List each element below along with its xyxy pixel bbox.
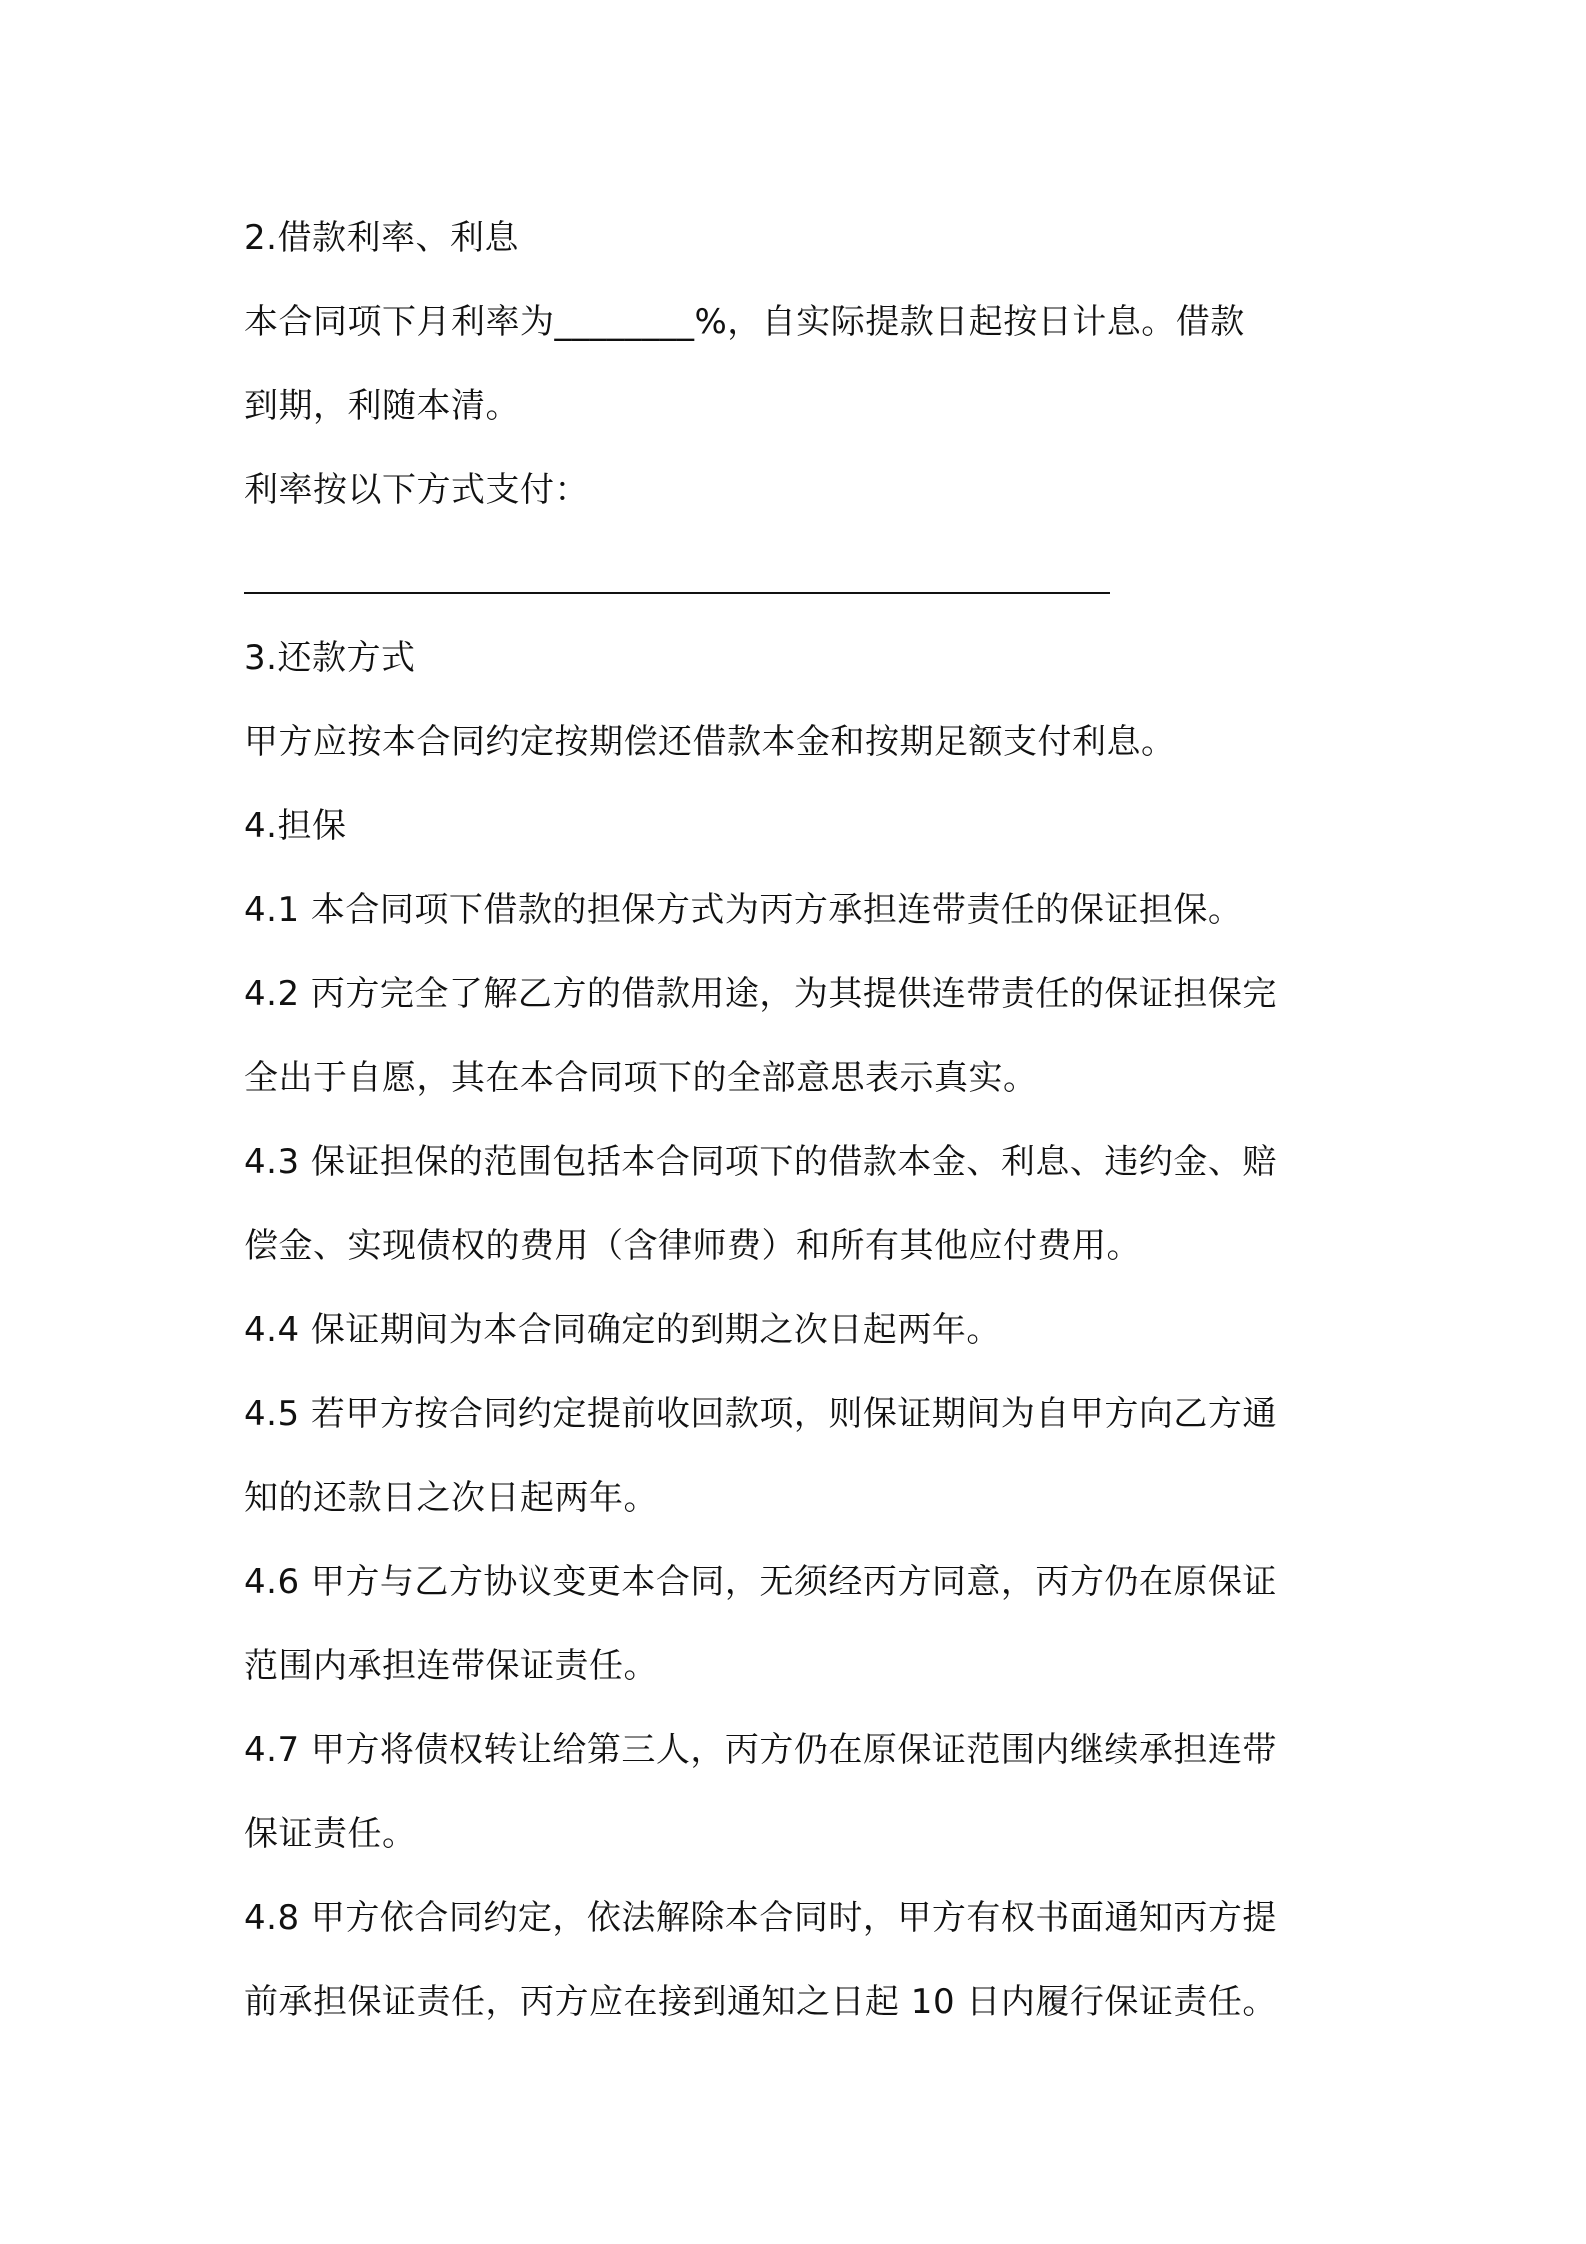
- clause-4-8: 4.8 甲方依合同约定，依法解除本合同时，甲方有权书面通知丙方提: [244, 1898, 1277, 1938]
- clause-4-2: 4.2 丙方完全了解乙方的借款用途，为其提供连带责任的保证担保完: [244, 974, 1277, 1014]
- clause-4-7-cont: 保证责任。: [244, 1814, 417, 1854]
- fill-in-underline: [244, 592, 1110, 594]
- clause-4-6-cont: 范围内承担连带保证责任。: [244, 1646, 658, 1686]
- clause-4-3-cont: 偿金、实现债权的费用（含律师费）和所有其他应付费用。: [244, 1226, 1141, 1266]
- document-body: [244, 196, 1364, 2044]
- clause-4-4: 4.4 保证期间为本合同确定的到期之次日起两年。: [244, 1310, 1001, 1350]
- payment-method-label: 利率按以下方式支付：: [244, 470, 589, 510]
- section-heading-guarantee: 4.担保: [244, 806, 347, 846]
- clause-4-5: 4.5 若甲方按合同约定提前收回款项，则保证期间为自甲方向乙方通: [244, 1394, 1277, 1434]
- interest-rate-clause-cont: 到期，利随本清。: [244, 386, 520, 426]
- clause-4-1: 4.1 本合同项下借款的担保方式为丙方承担连带责任的保证担保。: [244, 890, 1243, 930]
- section-heading-repayment: 3.还款方式: [244, 638, 416, 678]
- interest-rate-clause: 本合同项下月利率为________%，自实际提款日起按日计息。借款: [244, 302, 1245, 342]
- payment-method-blank: [244, 532, 1364, 616]
- clause-4-2-cont: 全出于自愿，其在本合同项下的全部意思表示真实。: [244, 1058, 1038, 1098]
- clause-4-3: 4.3 保证担保的范围包括本合同项下的借款本金、利息、违约金、赔: [244, 1142, 1277, 1182]
- repayment-clause: 甲方应按本合同约定按期偿还借款本金和按期足额支付利息。: [244, 722, 1176, 762]
- clause-4-5-cont: 知的还款日之次日起两年。: [244, 1478, 658, 1518]
- clause-4-6: 4.6 甲方与乙方协议变更本合同，无须经丙方同意，丙方仍在原保证: [244, 1562, 1277, 1602]
- clause-4-8-cont: 前承担保证责任，丙方应在接到通知之日起 10 日内履行保证责任。: [244, 1982, 1277, 2022]
- section-heading-interest: 2.借款利率、利息: [244, 218, 519, 258]
- clause-4-7: 4.7 甲方将债权转让给第三人，丙方仍在原保证范围内继续承担连带: [244, 1730, 1277, 1770]
